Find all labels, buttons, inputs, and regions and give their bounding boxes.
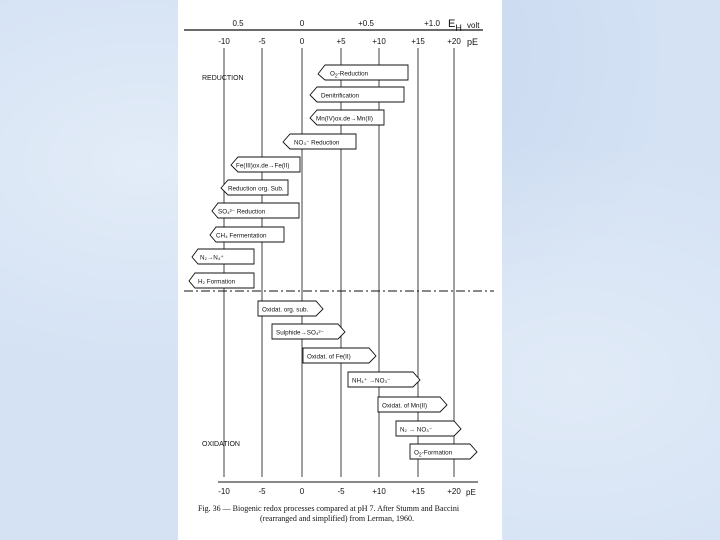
bottom-pe-tick-2: 0 [299, 487, 305, 496]
oxidation-box-sulphide [272, 324, 345, 339]
reduction-box-h2 [189, 273, 254, 288]
top-pe-tick-3: +5 [336, 37, 346, 46]
reduction-box-so4 [212, 203, 299, 218]
oxidation-box-n2-label: N₂ → NO₃⁻ [400, 426, 433, 434]
oxidation-box-nh4 [348, 372, 420, 387]
caption-line-2: (rearranged and simplified) from Lerman, 1960. [260, 514, 414, 523]
reduction-box-o2 [318, 65, 408, 80]
eh-tick-2: +0.5 [358, 19, 374, 28]
oxidation-box-org-sub-label: Oxidat. org. sub. [262, 306, 309, 314]
bottom-pe-tick-5: +15 [411, 487, 425, 496]
oxidation-box-org-sub [258, 301, 323, 316]
reduction-box-no3-label: NO₃⁻ Reduction [294, 139, 340, 147]
oxidation-box-o2-label: $O_2$-Formation [414, 449, 453, 459]
reduction-box-o2-label: $O_2$-Reduction [330, 70, 369, 80]
oxidation-box-fe [303, 348, 376, 363]
reduction-box-denitrification-label: Denitrification [321, 92, 360, 100]
reduction-box-org-sub-label: Reduction org. Sub. [228, 185, 284, 193]
oxidation-box-mn [378, 397, 447, 412]
eh-tick-1: 0 [299, 19, 305, 28]
reduction-box-mn-label: Mn(IV)ox.de→Mn(II) [316, 115, 374, 123]
redox-diagram [178, 0, 502, 500]
bottom-pe-tick-1: -5 [258, 487, 266, 496]
eh-unit: volt [467, 21, 480, 30]
reduction-box-no3 [283, 134, 356, 149]
eh-tick-3: +1.0 [424, 19, 440, 28]
reduction-box-mn [310, 110, 384, 125]
bottom-pe-tick-3: -5 [337, 487, 345, 496]
bottom-pe-tick-4: +10 [372, 487, 386, 496]
top-pe-tick-2: 0 [299, 37, 305, 46]
top-pe-tick-1: -5 [258, 37, 266, 46]
oxidation-box-n2 [396, 421, 461, 436]
top-pe-tick-5: +15 [411, 37, 425, 46]
eh-tick-0: 0.5 [232, 19, 244, 28]
reduction-box-ch4-label: CH₄ Fermentation [216, 232, 267, 240]
slide-panel [178, 0, 502, 540]
eh-label: $E_H$ [448, 18, 462, 33]
oxidation-box-mn-label: Oxidat. of Mn(II) [382, 402, 428, 410]
top-pe-tick-4: +10 [372, 37, 386, 46]
top-pe-tick-6: +20 [447, 37, 461, 46]
reduction-box-org-sub [221, 180, 288, 195]
bottom-pe-label: pE [466, 488, 476, 497]
reduction-box-so4-label: SO₄²⁻ Reduction [218, 208, 266, 216]
top-pe-label: pE [467, 37, 479, 47]
reduction-box-ch4 [210, 227, 284, 242]
bottom-axis [218, 482, 478, 497]
top-pe-tick-0: -10 [218, 37, 230, 46]
reduction-box-n2-nh4 [192, 249, 254, 264]
oxidation-box-o2 [410, 444, 477, 459]
oxidation-box-fe-label: Oxidat. of Fe(II) [307, 353, 351, 361]
reduction-box-fe-label: Fe(III)ox.de→Fe(II) [236, 162, 290, 170]
reduction-box-h2-label: H₂ Formation [198, 278, 236, 286]
bottom-pe-tick-0: -10 [218, 487, 230, 496]
reduction-box-n2-nh4-label: N₂→N₄⁺ [200, 254, 224, 262]
oxidation-label: OXIDATION [202, 441, 240, 448]
figure-caption [198, 504, 498, 524]
reduction-label: REDUCTION [202, 75, 244, 82]
reduction-box-fe [231, 157, 300, 172]
top-axis [184, 18, 483, 47]
oxidation-box-sulphide-label: Sulphide→SO₄²⁻ [276, 329, 324, 337]
reduction-box-denitrification [310, 87, 404, 102]
bottom-pe-tick-6: +20 [447, 487, 461, 496]
oxidation-box-nh4-label: NH₄⁺ →NO₃⁻ [352, 377, 391, 385]
caption-line-1: Fig. 36 — Biogenic redox processes compared at pH 7. After Stumm and Baccini [198, 504, 460, 513]
